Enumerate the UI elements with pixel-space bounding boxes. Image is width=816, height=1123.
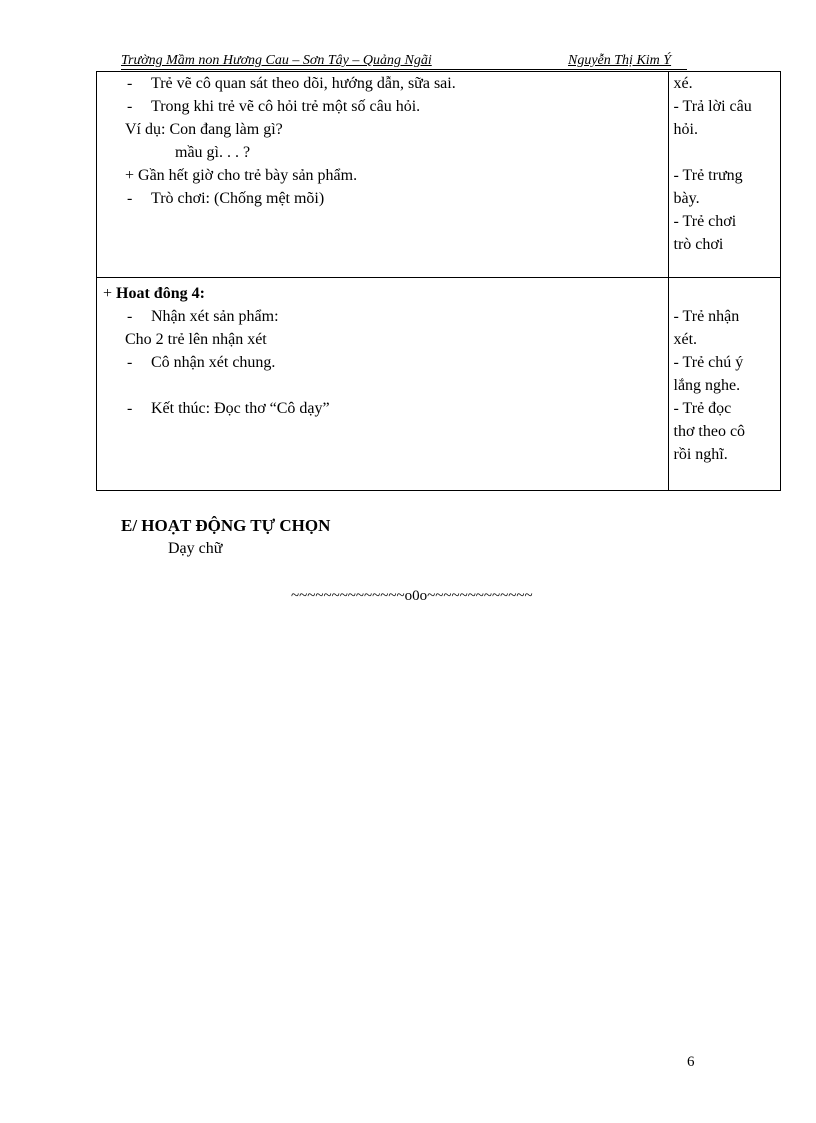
activity-text: Cho 2 trẻ lên nhận xét <box>125 331 267 348</box>
spacer <box>674 141 781 164</box>
ornament-divider: ~~~~~~~~~~~~~~o0o~~~~~~~~~~~~~ <box>291 588 533 604</box>
list-item <box>97 187 668 210</box>
spacer <box>97 374 668 397</box>
section-subtitle: Dạy chữ <box>168 540 223 557</box>
child-activity-cell <box>668 72 781 278</box>
activity-text: mầu gì. . . ? <box>175 144 251 161</box>
child-activity-text: xé. <box>673 75 693 92</box>
activity-cell <box>97 278 669 491</box>
table-row <box>97 72 781 278</box>
child-activity-text: trò chơi <box>673 236 724 253</box>
activity-text: + Gần hết giờ cho trẻ bày sản phẩm. <box>125 167 358 184</box>
bullet-dash: - <box>127 354 133 371</box>
header-author: Nguyễn Thị Kim Ý <box>568 53 672 68</box>
lesson-table <box>96 71 781 491</box>
child-activity-text: - Trả lời câu <box>673 98 752 115</box>
bullet-dash: - <box>127 190 133 207</box>
list-item <box>97 305 668 328</box>
child-activity-text: lắng nghe. <box>673 377 741 394</box>
activity-cell <box>97 72 669 278</box>
activity-text: Cô nhận xét chung. <box>151 354 276 371</box>
list-item <box>97 397 668 420</box>
bullet-dash: - <box>127 98 133 115</box>
child-activity-text: - Trẻ đọc <box>673 400 732 417</box>
bullet-dash: - <box>127 308 133 325</box>
child-activity-text: - Trẻ chú ý <box>673 354 744 371</box>
child-activity-text: bày. <box>673 190 700 207</box>
activity-text: Kết thúc: Đọc thơ “Cô dạy” <box>151 400 330 417</box>
activity-text: Trong khi trẻ vẽ cô hỏi trẻ một số câu hỏi. <box>151 98 421 115</box>
header-school: Trường Mầm non Hương Cau – Sơn Tây – Quảng Ngãi <box>121 53 432 68</box>
page-number: 6 <box>687 1054 695 1070</box>
section-heading: E/ HOẠT ĐỘNG TỰ CHỌN <box>121 516 331 535</box>
list-item <box>97 351 668 374</box>
activity-title <box>97 278 668 305</box>
bullet-dash: - <box>127 400 133 417</box>
activity-text: Trẻ vẽ cô quan sát theo dõi, hướng dẫn, sữa sai. <box>151 75 456 92</box>
child-activity-text: - Trẻ trưng <box>673 167 743 184</box>
list-item <box>97 95 668 118</box>
child-activity-cell <box>668 278 781 491</box>
child-activity-text: rồi nghĩ. <box>673 446 728 463</box>
spacer <box>674 278 781 305</box>
child-activity-text: - Trẻ nhận <box>673 308 740 325</box>
activity-text: Ví dụ: Con đang làm gì? <box>125 121 283 138</box>
child-activity-text: hỏi. <box>673 121 698 138</box>
header-rule <box>121 69 687 70</box>
list-item <box>97 72 668 95</box>
activity-text: Trò chơi: (Chống mệt mõi) <box>151 190 325 207</box>
child-activity-text: xét. <box>673 331 698 348</box>
title-prefix: + <box>103 285 117 302</box>
bullet-dash: - <box>127 75 133 92</box>
table-row <box>97 278 781 491</box>
child-activity-text: - Trẻ chơi <box>673 213 737 230</box>
activity-text: Nhận xét sản phẩm: <box>151 308 279 325</box>
activity-heading: Hoat đông 4: <box>116 285 205 302</box>
child-activity-text: thơ theo cô <box>673 423 746 440</box>
